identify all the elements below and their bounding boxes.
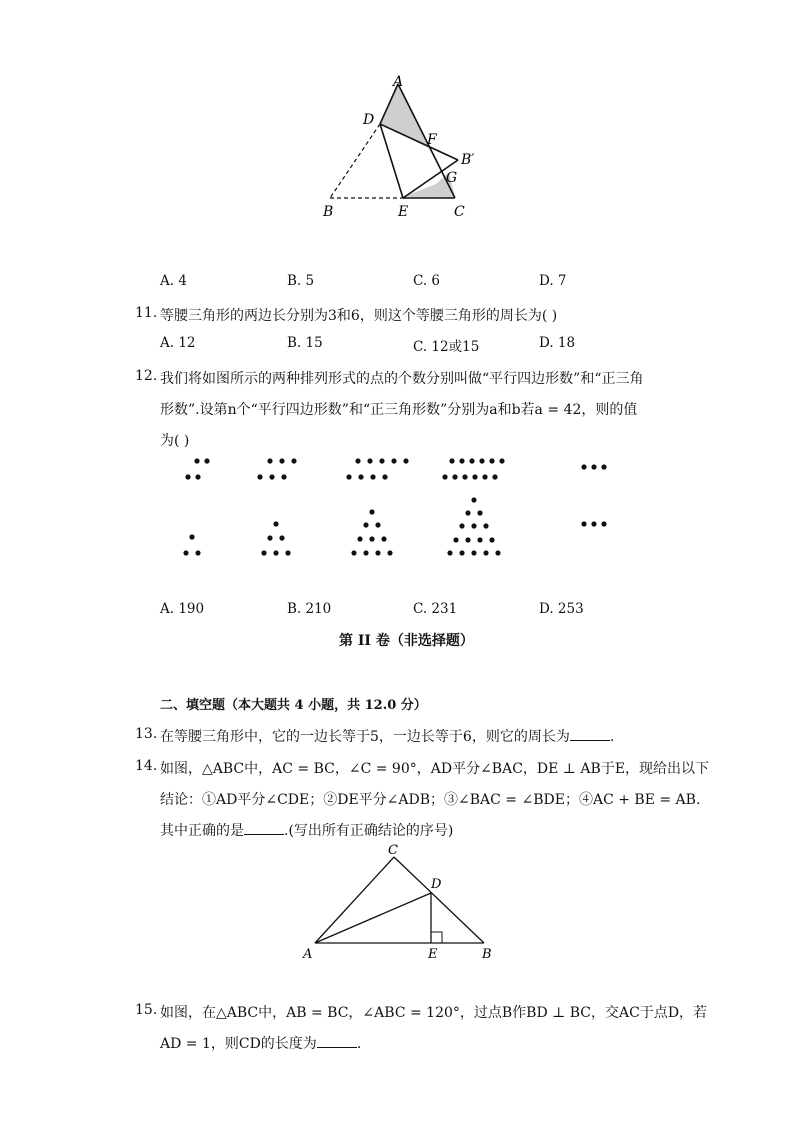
q11-number: 11. xyxy=(135,305,158,321)
label-A: A xyxy=(393,74,404,90)
q13-number: 13. xyxy=(135,726,158,742)
parallelogram-dots xyxy=(185,458,606,479)
q13-text-a: 在等腰三角形中，它的一边长等于5，一边长等于6，则它的周长为 xyxy=(160,729,570,745)
q10-option-a: A. 4 xyxy=(160,273,187,289)
shaded-region-top xyxy=(380,84,429,148)
q11-option-a: A. 12 xyxy=(160,335,196,351)
fig2-label-D: D xyxy=(431,877,442,892)
q15-line2-a: AD = 1，则CD的长度为 xyxy=(160,1036,317,1052)
fill-in-heading: 二、填空题（本大题共 4 小题，共 12.0 分） xyxy=(160,698,427,713)
q11-option-b: B. 15 xyxy=(287,335,323,351)
fold-triangle-figure xyxy=(318,72,488,222)
q13-text xyxy=(160,726,614,746)
q15-number: 15. xyxy=(135,1002,158,1018)
label-B-prime: B′ xyxy=(461,152,475,168)
q13-answer-blank[interactable] xyxy=(570,728,610,741)
q12-line1: 我们将如图所示的两种排列形式的点的个数分别叫做“平行四边形数”和“正三角 xyxy=(160,371,644,387)
q14-line3-b: .(写出所有正确结论的序号) xyxy=(284,823,454,839)
q12-line3: 为( ) xyxy=(160,433,190,449)
fig2-label-C: C xyxy=(388,843,398,858)
q12-line2: 形数”.设第n个“平行四边形数”和“正三角形数”分别为a和b若a = 42，则的值 xyxy=(160,402,638,418)
q14-line1: 如图，△ABC中，AC = BC，∠C = 90°，AD平分∠BAC，DE ⊥ AB于E，现给出以下 xyxy=(160,761,710,777)
q10-option-b: B. 5 xyxy=(287,273,315,289)
q13-text-b: . xyxy=(609,729,615,745)
q10-option-d: D. 7 xyxy=(539,273,567,289)
q14-line3 xyxy=(160,820,453,840)
q15-answer-blank[interactable] xyxy=(317,1035,357,1048)
q15-line2-b: . xyxy=(356,1036,362,1052)
q12-option-d: D. 253 xyxy=(539,601,584,617)
q12-option-c: C. 231 xyxy=(413,601,458,617)
q12-option-b: B. 210 xyxy=(287,601,332,617)
q12-number: 12. xyxy=(135,368,158,384)
q11-option-c: C. 12或15 xyxy=(413,339,480,355)
q11-option-d: D. 18 xyxy=(539,335,576,351)
label-C: C xyxy=(454,204,465,220)
section-title: 第 II 卷（非选择题） xyxy=(339,633,474,649)
q14-line3-a: 其中正确的是 xyxy=(160,823,244,839)
fig2-label-B: B xyxy=(482,947,492,962)
q14-number: 14. xyxy=(135,758,158,774)
q14-answer-blank[interactable] xyxy=(244,822,284,835)
label-E: E xyxy=(398,204,409,220)
fig2-label-E: E xyxy=(428,947,438,962)
label-B: B xyxy=(323,204,334,220)
q10-option-c: C. 6 xyxy=(413,273,441,289)
label-D: D xyxy=(363,112,375,128)
q15-line1: 如图，在△ABC中，AB = BC，∠ABC = 120°，过点B作BD ⊥ BC，交AC于点D，若 xyxy=(160,1005,708,1021)
fig2-label-A: A xyxy=(303,947,313,962)
q11-text: 等腰三角形的两边长分别为3和6，则这个等腰三角形的周长为( ) xyxy=(160,308,558,324)
dot-pattern-figure xyxy=(175,452,625,564)
q12-option-a: A. 190 xyxy=(160,601,205,617)
q14-line2: 结论：①AD平分∠CDE；②DE平分∠ADB；③∠BAC = ∠BDE；④AC + BE = AB. xyxy=(160,792,701,808)
right-triangle-figure xyxy=(298,840,498,965)
label-G: G xyxy=(446,170,458,186)
triangle-dots xyxy=(183,497,606,555)
label-F: F xyxy=(427,132,437,148)
q15-line2 xyxy=(160,1033,361,1053)
